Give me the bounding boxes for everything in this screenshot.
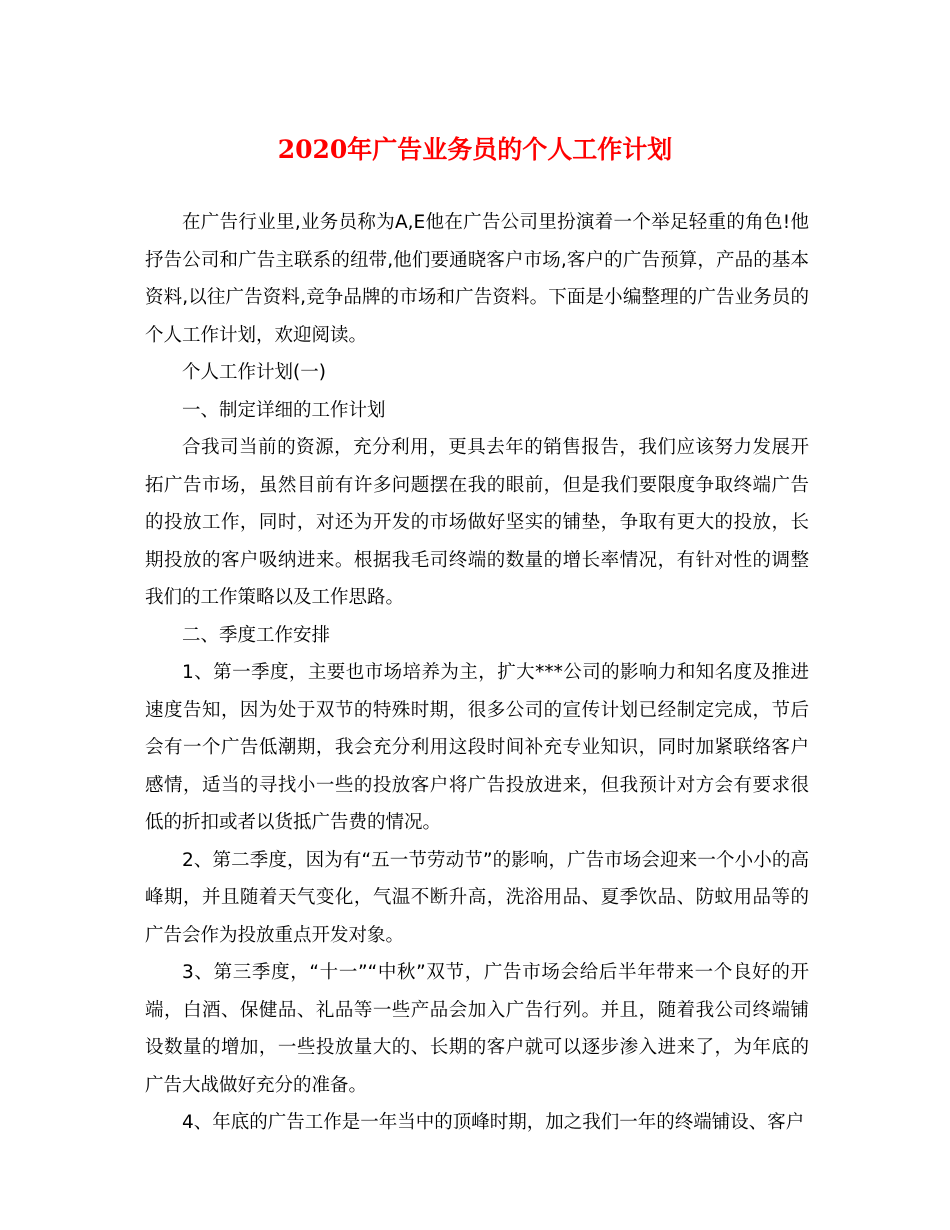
intro-paragraph: 在广告行业里,业务员称为A,E他在广告公司里扮演着一个举足轻重的角色!他抒告公司和广告主联系的纽带,他们要通晓客户市场,客户的广告预算，产品的基本资料,以往广告资料,竞争品牌的市场和广告资料。下面是小编整理的广告业务员的个人工作计划，欢迎阅读。: [145, 212, 809, 346]
quarter-2-paragraph: 2、第二季度，因为有“五一节劳动节”的影响，广告市场会迎来一个小小的高峰期，并且随着天气变化，气温不断升高，洗浴用品、夏季饮品、防蚊用品等的广告会作为投放重点开发对象。: [145, 849, 809, 946]
section-heading-2: 二、季度工作安排: [182, 624, 331, 646]
quarter-1-paragraph: 1、第一季度，主要也市场培养为主，扩大***公司的影响力和知名度及推进速度告知，因为处于双节的特殊时期，很多公司的宣传计划已经制定完成，节后会有一个广告低潮期，我会充分利用这段时间补充专业知识，同时加紧联络客户感情，适当的寻找小一些的投放客户将广告投放进来，但我预计对方会有要求很低的折扣或者以货抵广告费的情况。: [145, 662, 809, 833]
quarter-3-paragraph: 3、第三季度，“十一”“中秋”双节，广告市场会给后半年带来一个良好的开端，白酒、保健品、礼品等一些产品会加入广告行列。并且，随着我公司终端铺设数量的增加，一些投放量大的、长期的客户就可以逐步渗入进来了，为年底的广告大战做好充分的准备。: [145, 962, 809, 1096]
document-title: 2020年广告业务员的个人工作计划: [277, 135, 673, 164]
section-1-paragraph: 合我司当前的资源，充分利用，更具去年的销售报告，我们应该努力发展开拓广告市场，虽然目前有许多问题摆在我的眼前，但是我们要限度争取终端广告的投放工作，同时，对还为开发的市场做好坚实的铺垫，争取有更大的投放，长期投放的客户吸纳进来。根据我毛司终端的数量的增长率情况，有针对性的调整我们的工作策略以及工作思路。: [145, 437, 809, 608]
section-heading-1: 一、制定详细的工作计划: [182, 399, 386, 421]
plan-heading: 个人工作计划(一): [182, 362, 326, 383]
year-end-paragraph: 4、年底的广告工作是一年当中的顶峰时期，加之我们一年的终端铺设、客户: [182, 1112, 805, 1133]
document-body: [145, 204, 809, 1142]
